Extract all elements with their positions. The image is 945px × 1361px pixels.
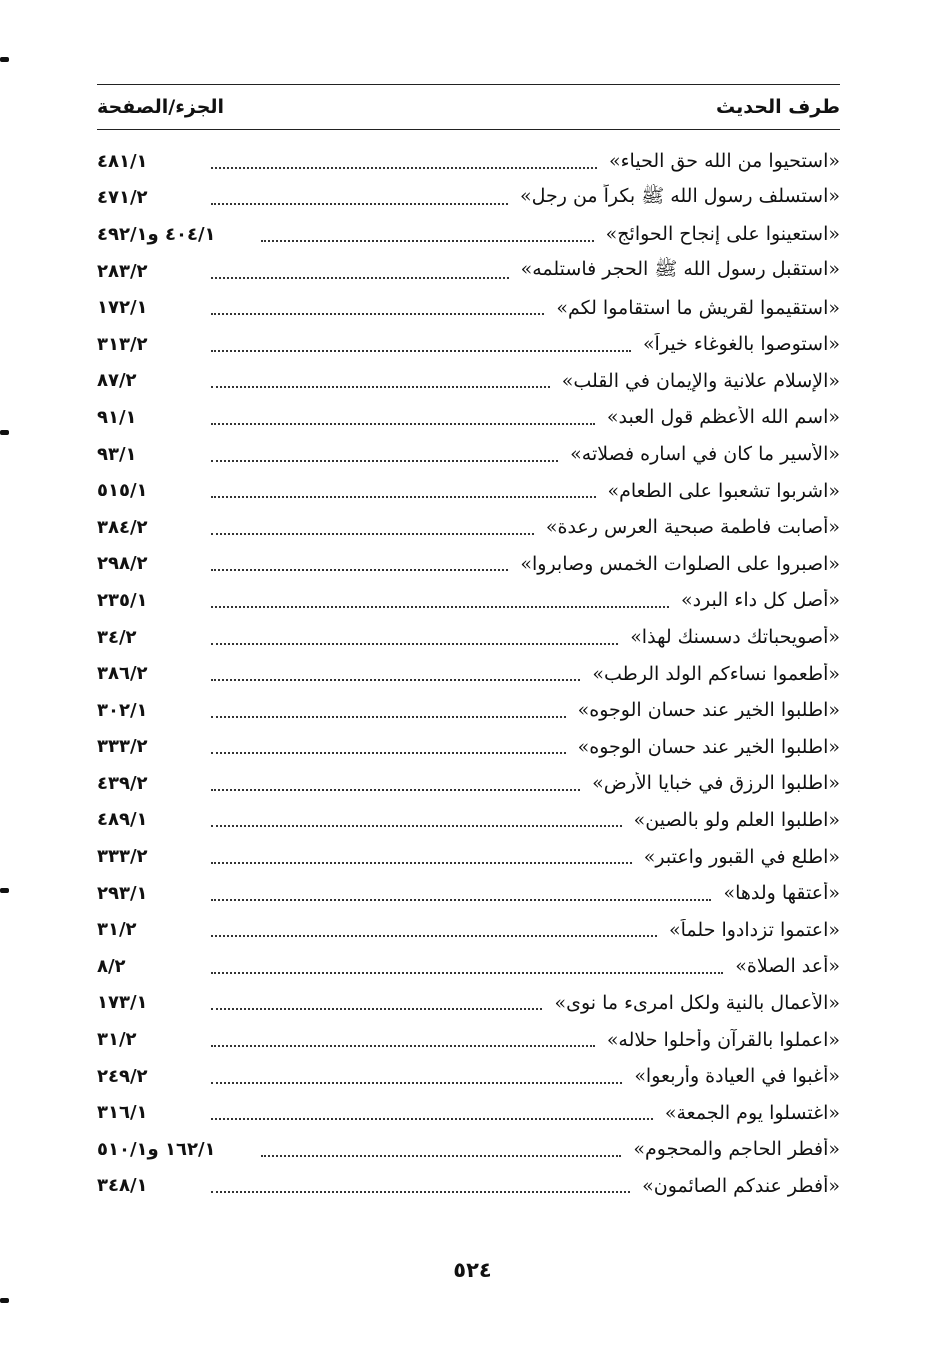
volume-page-ref: ٣٤٨/١ [97, 1175, 148, 1197]
dot-leader [211, 605, 669, 608]
volume-page-ref: ٤٧١/٢ [97, 187, 148, 209]
index-entry [97, 985, 840, 1022]
hadith-text: «استقيموا لقريش ما استقاموا لكم» [556, 296, 840, 319]
hadith-text: «أصابت فاطمة صبحية العرس رعدة» [545, 516, 840, 539]
volume-page-ref: ٢٣٥/١ [97, 589, 148, 611]
hadith-text: «استقبل رسول الله ﷺ الحجر فاستلمه» [520, 258, 840, 281]
index-entry [97, 948, 840, 985]
hadith-text: «اطلبوا الخير عند حسان الوجوه» [577, 699, 840, 722]
hadith-text: «الأعمال بالنية ولكل امرىء ما نوى» [554, 991, 840, 1014]
dot-leader [211, 495, 596, 498]
index-entry [97, 399, 840, 436]
dot-leader [211, 898, 711, 901]
volume-page-ref: ٩١/١ [97, 406, 137, 428]
dot-leader [211, 824, 622, 827]
dot-leader [211, 1117, 653, 1120]
index-entry [97, 436, 840, 473]
dot-leader [211, 166, 597, 169]
hadith-text: «أطعموا نساءكم الولد الرطب» [592, 662, 840, 685]
volume-page-ref: ١٧٣/١ [97, 992, 148, 1014]
volume-page-ref: ٩٣/١ [97, 443, 137, 465]
dot-leader [211, 642, 618, 645]
index-entry [97, 655, 840, 692]
volume-page-ref: ٣٨٦/٢ [97, 663, 148, 685]
hadith-text: «اسم الله الأعظم قول العبد» [606, 406, 840, 429]
hadith-text: «اغتسلوا يوم الجمعة» [664, 1101, 840, 1124]
index-entry [97, 216, 840, 253]
dot-leader [211, 276, 509, 279]
index-entry [97, 1058, 840, 1095]
hadith-text: «استوصوا بالغوغاء خيراً» [642, 333, 840, 356]
dot-leader [211, 861, 632, 864]
scan-edge-mark [0, 57, 9, 62]
volume-page-ref: ٢٩٨/٢ [97, 553, 148, 575]
hadith-text: «أعتقها ولدها» [723, 882, 840, 905]
hadith-text: «استعينوا على إنجاح الحوائج» [605, 223, 840, 246]
volume-page-ref: ٣٣٣/٢ [97, 846, 148, 868]
volume-page-ref: ٣١٣/٢ [97, 333, 148, 355]
volume-page-ref: ٨٧/٢ [97, 370, 137, 392]
volume-page-ref: ١٦٢/١ و٥١٠/١ [97, 1138, 216, 1160]
volume-page-ref: ٣١٦/١ [97, 1102, 148, 1124]
index-entry [97, 765, 840, 802]
index-entry [97, 582, 840, 619]
dot-leader [211, 568, 508, 571]
hadith-text: «أعد الصلاة» [735, 955, 840, 978]
hadith-text: «أصويحباتك دسسنك لهذا» [630, 626, 840, 649]
dot-leader [211, 751, 566, 754]
header-hadith-column-title: طرف الحديث [716, 96, 840, 118]
volume-page-ref: ٣٠٢/١ [97, 699, 148, 721]
hadith-text: «اطلع في القبور واعتبر» [643, 845, 840, 868]
volume-page-ref: ٣١/٢ [97, 919, 137, 941]
index-entry [97, 1168, 840, 1205]
scan-edge-mark [0, 430, 9, 435]
hadith-text: «أصل كل داء البرد» [680, 589, 840, 612]
index-entry [97, 729, 840, 766]
index-entry [97, 1094, 840, 1131]
volume-page-ref: ٤٣٩/٢ [97, 772, 148, 794]
dot-leader [211, 312, 544, 315]
index-entry [97, 546, 840, 583]
dot-leader [261, 1154, 621, 1157]
index-entry [97, 619, 840, 656]
dot-leader [211, 934, 657, 937]
volume-page-ref: ٢٤٩/٢ [97, 1065, 148, 1087]
header-bottom-rule [97, 129, 840, 130]
scan-edge-mark [0, 888, 9, 893]
index-entry [97, 1021, 840, 1058]
dot-leader [211, 422, 595, 425]
index-entry [97, 802, 840, 839]
dot-leader [211, 715, 566, 718]
dot-leader [211, 349, 631, 352]
index-entry [97, 363, 840, 400]
hadith-text: «اعملوا بالقرآن وأحلوا حلاله» [606, 1028, 840, 1051]
volume-page-ref: ٣١/٢ [97, 1029, 137, 1051]
volume-page-ref: ٣٤/٢ [97, 626, 137, 648]
hadith-text: «استحيوا من الله حق الحياء» [609, 150, 840, 173]
hadith-text: «اصبروا على الصلوات الخمس وصابروا» [520, 552, 840, 575]
index-entry [97, 509, 840, 546]
index-entry [97, 180, 840, 217]
volume-page-ref: ٨/٢ [97, 955, 126, 977]
hadith-text: «استسلف رسول الله ﷺ بكراً من رجل» [519, 184, 840, 207]
header-volume-page-column-title: الجزء/الصفحة [97, 96, 225, 118]
index-entry [97, 289, 840, 326]
index-entry [97, 692, 840, 729]
index-entry [97, 875, 840, 912]
dot-leader [211, 459, 558, 462]
hadith-text: «أفطر الحاجم والمحجوم» [633, 1138, 840, 1161]
page-number: ٥٢٤ [453, 1258, 492, 1282]
hadith-index-list [97, 143, 840, 1204]
index-entry [97, 838, 840, 875]
volume-page-ref: ٤٠٤/١ و٤٩٢/١ [97, 223, 216, 245]
hadith-text: «الأسير ما كان في اساره فصلاته» [570, 443, 840, 466]
dot-leader [261, 239, 594, 242]
hadith-text: «اطلبوا الرزق في خبايا الأرض» [592, 772, 840, 795]
hadith-text: «اطلبوا العلم ولو بالصين» [633, 808, 840, 831]
index-entry [97, 326, 840, 363]
hadith-text: «الإسلام علانية والإيمان في القلب» [561, 369, 840, 392]
volume-page-ref: ٤٨٩/١ [97, 809, 148, 831]
index-header [97, 88, 840, 126]
index-entry [97, 472, 840, 509]
dot-leader [211, 678, 580, 681]
hadith-text: «اشربوا تشعبوا على الطعام» [607, 479, 840, 502]
dot-leader [211, 202, 508, 205]
header-top-rule [97, 84, 840, 85]
dot-leader [211, 788, 580, 791]
scan-edge-mark [0, 1298, 9, 1303]
index-entry [97, 911, 840, 948]
volume-page-ref: ٢٨٣/٢ [97, 260, 148, 282]
volume-page-ref: ٣٨٤/٢ [97, 516, 148, 538]
hadith-text: «أغبوا في العيادة وأربعوا» [634, 1065, 840, 1088]
dot-leader [211, 1007, 542, 1010]
volume-page-ref: ٥١٥/١ [97, 480, 148, 502]
index-entry [97, 253, 840, 290]
dot-leader [211, 1044, 595, 1047]
dot-leader [211, 1081, 622, 1084]
hadith-text: «أفطر عندكم الصائمون» [642, 1174, 840, 1197]
dot-leader [211, 971, 723, 974]
volume-page-ref: ١٧٢/١ [97, 297, 148, 319]
index-entry [97, 1131, 840, 1168]
volume-page-ref: ٤٨١/١ [97, 150, 148, 172]
volume-page-ref: ٢٩٣/١ [97, 882, 148, 904]
hadith-text: «اطلبوا الخير عند حسان الوجوه» [577, 735, 840, 758]
dot-leader [211, 385, 550, 388]
volume-page-ref: ٣٣٣/٢ [97, 736, 148, 758]
hadith-text: «اعتموا تزدادوا حلماً» [669, 918, 840, 941]
index-entry [97, 143, 840, 180]
dot-leader [211, 532, 534, 535]
dot-leader [211, 1190, 630, 1193]
